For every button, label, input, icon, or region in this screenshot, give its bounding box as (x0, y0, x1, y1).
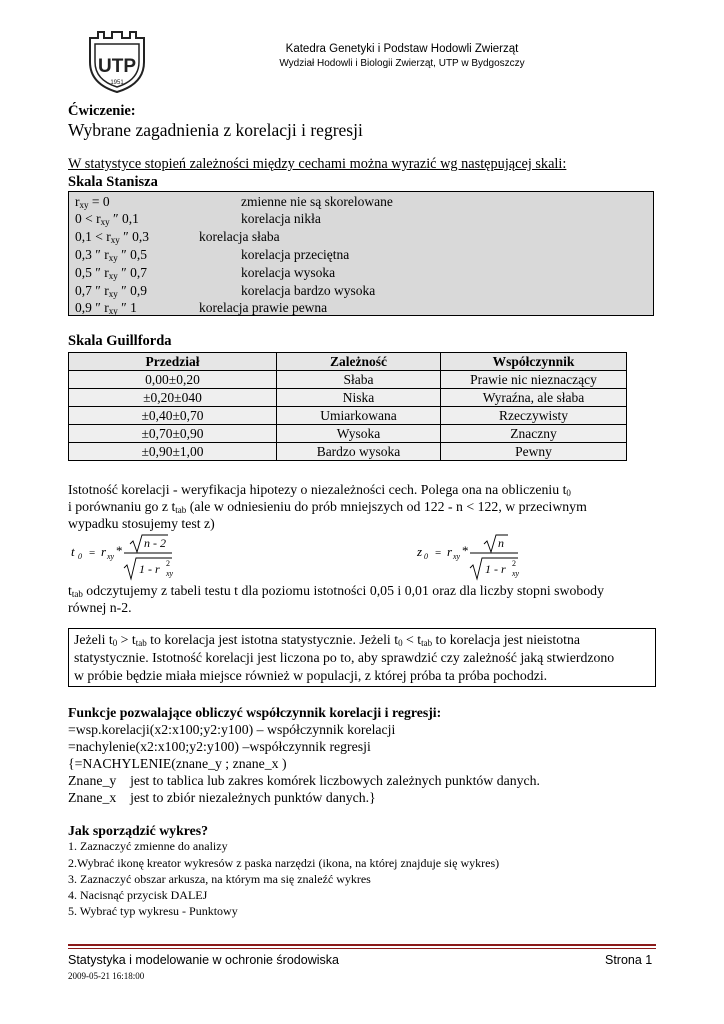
formula-eq: = (435, 547, 442, 559)
table-cell: Znaczny (441, 425, 627, 443)
formula-numerator: n (498, 536, 504, 550)
table-cell: Słaba (277, 371, 441, 389)
formula-numerator: n - 2 (144, 536, 166, 550)
formula-star: * (116, 543, 123, 558)
table-header-row (69, 353, 627, 371)
table-cell: ±0,40±0,70 (69, 407, 277, 425)
table-cell: ±0,70±0,90 (69, 425, 277, 443)
formula-denominator: 1 - r (139, 562, 160, 576)
table-cell: Umiarkowana (277, 407, 441, 425)
table-row (69, 425, 627, 443)
formula-lhs: z (417, 544, 423, 559)
table-cell: Niska (277, 389, 441, 407)
logo-text: UTP (98, 56, 136, 77)
formula-r-sub: xy (107, 552, 115, 561)
stanisz-range: 0,7 ″ $r_{xy}$ ″ 0,9 (75, 283, 147, 299)
stanisz-desc: korelacja wysoka (241, 265, 336, 280)
table-cell: ±0,90±1,00 (69, 443, 277, 461)
formula-r: r (447, 544, 453, 559)
exercise-title: Wybrane zagadnienia z korelacji i regresji (68, 120, 363, 140)
howto-step: 2.Wybrać ikonę kreator wykresów z paska narzędzi (ikona, na której znajduje się wykres) (68, 856, 500, 870)
stanisz-range: $0 < r_{xy}$ ″ 0,1 (75, 211, 139, 227)
logo-year: 1951 (110, 80, 124, 86)
howto-step: 5. Wybrać typ wykresu - Punktowy (68, 904, 238, 918)
stanisz-range: 0,9 ″ $r_{xy}$ ″ 1 (75, 300, 137, 316)
table-row (69, 443, 627, 461)
howto-step: 4. Nacisnąć przycisk DALEJ (68, 888, 208, 902)
column-header: Zależność (277, 353, 441, 371)
stanisz-range: 0,5 ″ $r_{xy}$ ″ 0,7 (75, 265, 147, 281)
footer-page-number: Strona 1 (605, 953, 653, 967)
footer-date: 2009-05-21 16:18:00 (68, 971, 145, 981)
function-line: {=NACHYLENIE(znane_y ; znane_x ) (68, 756, 287, 771)
table-cell: ±0,20±040 (69, 389, 277, 407)
footer-rule (68, 948, 656, 949)
table-cell: Bardzo wysoka (277, 443, 441, 461)
howto-step: 1. Zaznaczyć zmienne do analizy (68, 839, 228, 853)
note-line-2: statystycznie. Istotność korelacji jest liczona po to, aby sprawdzić czy zależność jaką stwierdzono (74, 650, 615, 665)
table-row (69, 407, 627, 425)
column-header: Przedział (69, 353, 277, 371)
stanisz-heading: Skala Stanisza (68, 174, 158, 190)
formula-lhs-sub: 0 (424, 552, 428, 561)
table-cell: 0,00±0,20 (69, 371, 277, 389)
formula-denominator: 1 - r (485, 562, 506, 576)
stanisz-range: 0,3 ″ $r_{xy}$ ″ 0,5 (75, 247, 147, 263)
column-header: Współczynnik (441, 353, 627, 371)
table-row (69, 389, 627, 407)
guilford-table (68, 352, 627, 461)
header-department: Katedra Genetyki i Podstaw Hodowli Zwierząt (285, 43, 519, 55)
functions-heading: Funkcje pozwalające obliczyć współczynnik korelacji i regresji: (68, 705, 442, 720)
note-line-3: w próbie będzie miała miejsce również w populacji, z której próba ta próba pochodzi. (74, 668, 548, 683)
formula-den-sub: xy (166, 569, 174, 578)
stanisz-desc: korelacja słaba (199, 229, 280, 244)
formula-den-sup: 2 (166, 559, 170, 568)
stanisz-range: $0,1 < r_{xy}$ ″ 0,3 (75, 229, 149, 245)
guilford-heading: Skala Guillforda (68, 333, 172, 349)
stanisz-scale-box (68, 191, 654, 316)
exercise-label: Ćwiczenie: (68, 103, 136, 119)
howto-heading: Jak sporządzić wykres? (68, 823, 209, 838)
stanisz-desc: korelacja prawie pewna (199, 300, 328, 315)
stanisz-range: $r_{xy} = 0$ (75, 194, 110, 210)
intro-text: W statystyce stopień zależności między cechami można wyrazić wg następującej skali: (68, 156, 567, 172)
ttab-line-1: $t_{tab}$ odczytujemy z tabeli testu t dla poziomu istotności 0,05 i 0,01 oraz dla liczby stopni swobody (68, 583, 604, 599)
footer-rule (68, 944, 656, 946)
function-line: Znane_y jest to tablica lub zakres komórek liczbowych zależnych punktów danych. (68, 773, 540, 788)
howto-step: 3. Zaznaczyć obszar arkusza, na którym ma się znaleźć wykres (68, 872, 371, 886)
formula-star: * (462, 543, 469, 558)
table-cell: Pewny (441, 443, 627, 461)
significance-line-1: Istotność korelacji - weryfikacja hipotezy o niezależności cech. Polega ona na obliczeniu $t_0$ (68, 482, 571, 498)
table-cell: Wyraźna, ale słaba (441, 389, 627, 407)
formula-den-sub: xy (512, 569, 520, 578)
footer-course: Statystyka i modelowanie w ochronie środowiska (68, 953, 339, 967)
significance-line-2: i porównaniu go z $t_{tab}$ (ale w odniesieniu do prób mniejszych od 122 - n < 122, w przeciwnym (68, 499, 587, 515)
table-row (69, 371, 627, 389)
formula-z (414, 532, 544, 584)
function-line: Znane_x jest to zbiór niezależnych punktów danych.} (68, 790, 376, 805)
formula-r-sub: xy (453, 552, 461, 561)
stanisz-desc: korelacja przeciętna (241, 247, 350, 262)
header-faculty: Wydział Hodowli i Biologii Zwierząt, UTP w Bydgoszczy (279, 58, 525, 69)
formula-r: r (101, 544, 107, 559)
formula-lhs-sub: 0 (78, 552, 82, 561)
function-line: =nachylenie(x2:x100;y2:y100) –współczynnik regresji (68, 739, 371, 754)
ttab-line-2: równej n-2. (68, 600, 132, 615)
formula-den-sup: 2 (512, 559, 516, 568)
stanisz-desc: zmienne nie są skorelowane (241, 194, 393, 209)
table-cell: Rzeczywisty (441, 407, 627, 425)
table-cell: Wysoka (277, 425, 441, 443)
note-line-1: Jeżeli $t_0 > t_{tab}$ to korelacja jest istotna statystycznie. Jeżeli $t_0 < t_{tab}$ to korelacja jest nieistotna (74, 632, 580, 648)
stanisz-desc: korelacja bardzo wysoka (241, 283, 376, 298)
significance-line-3: wypadku stosujemy test z) (68, 516, 215, 531)
formula-t (68, 532, 198, 584)
formula-lhs: t (71, 544, 75, 559)
significance-note-box (68, 628, 656, 687)
function-line: =wsp.korelacji(x2:x100;y2:y100) – współczynnik korelacji (68, 722, 396, 737)
stanisz-desc: korelacja nikła (241, 211, 321, 226)
table-cell: Prawie nic nieznaczący (441, 371, 627, 389)
formula-eq: = (89, 547, 96, 559)
